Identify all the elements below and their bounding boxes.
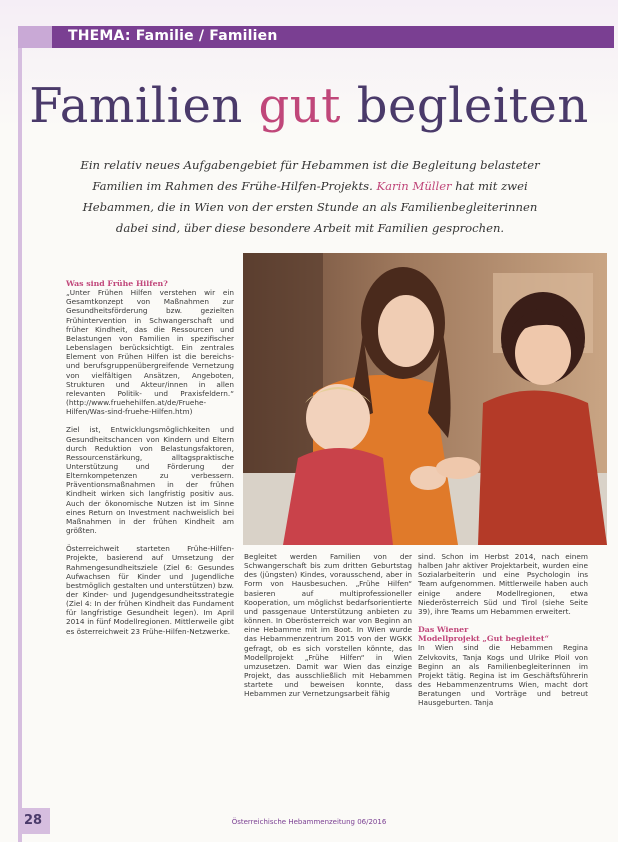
col1-paragraph-2: Ziel ist, Entwicklungsmöglichkeiten und Gesundheitschancen von Kindern und Eltern durch Reduktion von Belastungsfaktoren, Ressourcenstärkung, alltagspraktische Unterstützung und Förderung der Elternkompetenzen zu verbessern. Präventionsmaßnahmen in der frühen Kindheit wirken sich langfristig positiv aus. Auch der ökonomische Nutzen ist im Sinne eines Return on Investment nachweislich bei Maßnahmen in der frühen Kindheit am größten. <box>66 425 234 536</box>
theme-header-accent <box>18 26 52 48</box>
lead-author: Karin Müller <box>376 179 452 193</box>
column-2 <box>244 552 412 708</box>
title-part1: Familien <box>29 78 259 134</box>
theme-label: THEMA: Familie / Familien <box>68 28 278 44</box>
article-lead <box>70 155 550 239</box>
title-part2: begleiten <box>340 78 589 134</box>
col2-paragraph-1: Begleitet werden Familien von der Schwangerschaft bis zum dritten Geburtstag des (jüngsten) Kindes, vorausschend, aber in Form von Hausbesuchen. „Frühe Hilfen“ basieren auf multiprofessioneller Kooperation, um möglichst bedarfsorientierte und passgenaue Unterstützung anbieten zu können. In Oberösterreich war von Beginn an eine Hebamme mit im Boot. In Wien wurde das Hebammenzentrum 2015 von der WGKK gefragt, ob es sich vorstellen könnte, das Modellprojekt „Frühe Hilfen“ in Wien umzusetzen. Damit war Wien das einzige Projekt, das ausschließlich mit Hebammen startete und beweisen konnte, dass Hebammen zur Vernetzungsarbeit fähig <box>244 552 412 699</box>
col1-paragraph-3: Österreichweit starteten Frühe-Hilfen-Projekte, basierend auf Umsetzung der Rahmengesundheitsziele (Ziel 6: Gesundes Aufwachsen für Kinder und Jugendliche bestmöglich gestalten und unterstützen) bzw. der Kinder- und Jugendgesundheitsstrategie (Ziel 4: In der frühen Kindheit das Fundament für langfristige Gesundheit legen). Im April 2014 in fünf Modellregionen. Mittlerweile gibt es österreichweit 23 Frühe-Hilfen-Netzwerke. <box>66 544 234 636</box>
title-accent-word: gut <box>258 78 341 134</box>
section-heading-wiener-2: Modellprojekt „Gut begleitet“ <box>418 634 549 644</box>
publication-footer: Österreichische Hebammenzeitung 06/2016 <box>231 818 387 826</box>
article-title <box>0 78 618 134</box>
page-number: 28 <box>24 813 43 828</box>
lead-text-after: hat mit zwei Hebammen, die in Wien von der ersten Stunde an als Familienbegleiterinnen dabei sind, über diese besondere Arbeit mit Familien gesprochen. <box>82 179 538 235</box>
column-3 <box>418 552 588 717</box>
col3-paragraph-2: In Wien sind die Hebammen Regina Zelvkovits, Tanja Kogs und Ulrike Ploil von Beginn an als Familienbegleiterinnen im Projekt tätig. Regina ist im Geschäftsführerin des Hebammenzentrums Wien, macht dort Beratungen und Vorträge und betreut Hausgeburten. Tanja <box>418 643 588 708</box>
photo-illustration <box>243 253 607 545</box>
col3-paragraph-1: sind. Schon im Herbst 2014, nach einem halben Jahr aktiver Projektarbeit, wurden eine Sozialarbeiterin und eine Psychologin ins Team aufgenommen. Mittlerweile haben auch einige andere Modellregionen, etwa Niederösterreich Süd und Tirol (siehe Seite 39), ihre Teams um Hebammen erweitert. <box>418 552 588 616</box>
section-heading-wiener-1: Das Wiener <box>418 625 469 635</box>
section-heading-fruehe-hilfen: Was sind Frühe Hilfen? <box>66 279 168 288</box>
article-photo <box>243 253 607 545</box>
left-margin-bar <box>18 48 22 842</box>
col1-paragraph-1: „Unter Frühen Hilfen verstehen wir ein Gesamtkonzept von Maßnahmen zur Gesundheitsförderung bzw. gezielten Frühintervention in Schwangerschaft und früher Kindheit, das die Ressourcen und Belastungen von Familien in spezifischer Lebenslagen berücksichtigt. Ein zentrales Element von Frühen Hilfen ist die bereichs- und berufsgruppenübergreifende Vernetzung von vielfältigen Ansätzen, Angeboten, Strukturen und Akteur/innen in allen relevanten Politik- und Praxisfeldern.“ (http://www.fruehehilfen.at/de/Fruehe-Hilfen/Was-sind-fruehe-Hilfen.htm) <box>66 288 234 417</box>
lead-text-before: Ein relativ neues Aufgabengebiet für Hebammen ist die Begleitung belasteter Familien im Rahmen des Frühe-Hilfen-Projekts. <box>80 158 540 193</box>
column-1 <box>66 279 234 645</box>
